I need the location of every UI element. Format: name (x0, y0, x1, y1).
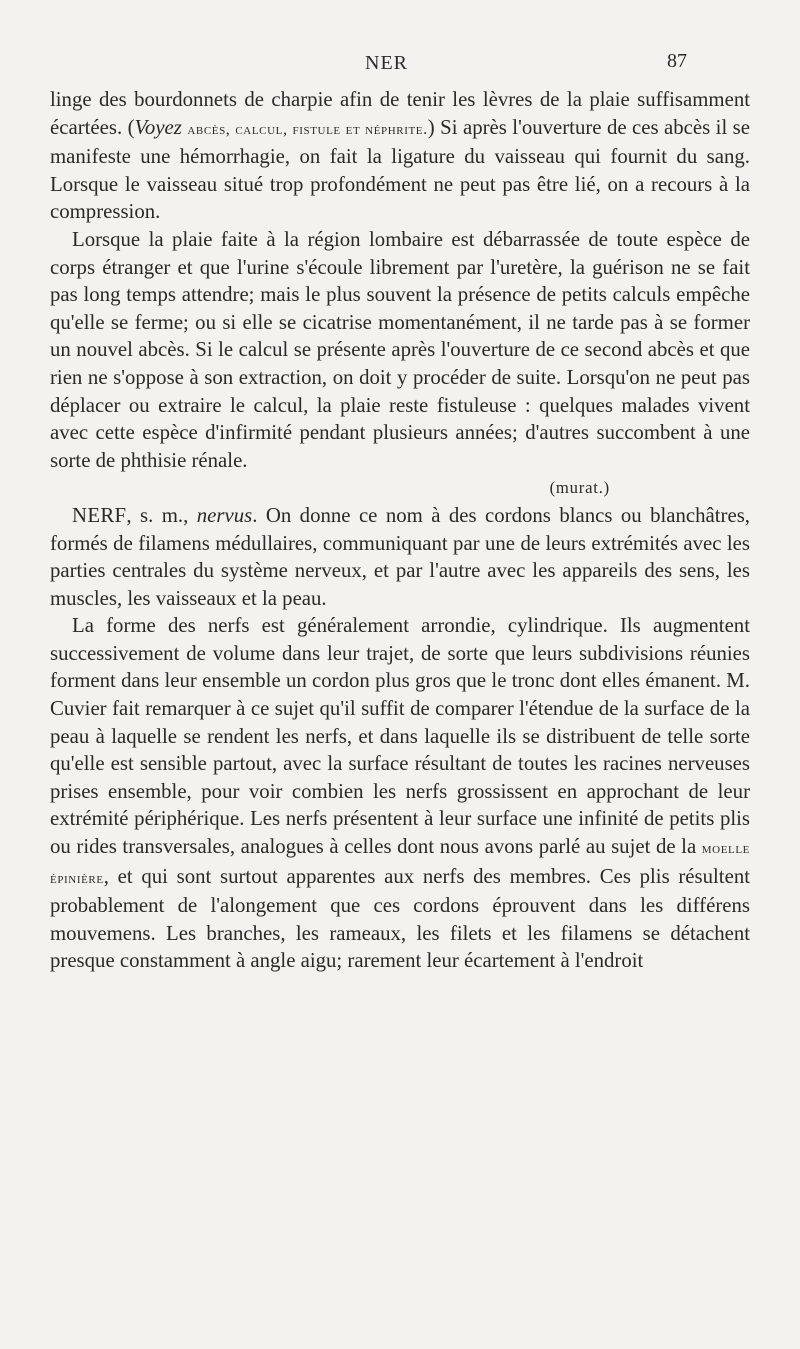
author-signature: (murat.) (549, 478, 610, 498)
entry-headword: NERF (72, 503, 127, 527)
page-number: 87 (667, 50, 687, 72)
paragraph-abscess-treatment (50, 86, 750, 226)
cross-reference-terms: abcès, calcul, fistule et néphrite. (187, 119, 428, 138)
body-text (50, 86, 750, 975)
entry-definition: . On donne ce nom à des cordons blancs ou blanchâtres, formés de filamens médullaires, communiquant par une de leurs extrémités avec les parties centrales du système nerveux, et par l'autre avec les appareils des sens, les muscles, les vaisseaux et la peau. (50, 503, 751, 610)
paragraph-text: , et qui sont surtout apparentes aux nerfs des membres. Ces plis résultent probablement de l'alongement que ces cordons éprouvent dans les différens mouvemens. Les branches, les rameaux, les filets et les filamens se détachent presque constamment à angle aigu; rarement leur écartement à l'endroit (50, 864, 750, 973)
running-title: NER (365, 52, 408, 74)
paragraph-text: La forme des nerfs est généralement arrondie, cylindrique. Ils augmentent successivement de volume dans leur trajet, de sorte que leurs subdivisions réunies forment dans leur ensemble un cordon plus gros que le tronc dont elles émanent. M. Cuvier fait remarquer à ce sujet qu'il suffit de comparer l'étendue de la surface de la peau à laquelle se rendent les nerfs, et dans laquelle ils se distribuent de telle sorte qu'elle est sensible partout, avec la surface résultant de toutes les racines nerveuses prises ensemble, pour voir combien les nerfs grossissent en approchant de leur extrémité périphérique. Les nerfs présentent à leur surface une infinité de petits plis ou rides transversales, analogues à celles dont nous avons parlé au sujet de la (50, 614, 750, 859)
paragraph-text: ) Si après l'ouverture de ces abcès il se manifeste une hémorrhagie, on fait la ligature du vaisseau qui fournit du sang. Lorsque le vaisseau situé trop profondément ne peut pas être lié, on a recours à la compression. (50, 115, 750, 224)
paragraph-text: linge des bourdonnets de charpie afin de tenir les lèvres de la plaie suffisamment écartées. ( (50, 88, 750, 139)
dictionary-entry-nerf (50, 502, 750, 612)
paragraph-nerve-form (50, 612, 750, 975)
entry-latin-term: nervus (196, 503, 253, 527)
cross-reference-label: Voyez (134, 115, 182, 139)
page-header (0, 44, 800, 78)
cross-reference-term: moelle épinière (50, 839, 750, 887)
paragraph-lumbar-wound: Lorsque la plaie faite à la région lombaire est débarrassée de toute espèce de corps étranger et que l'urine s'écoule librement par l'uretère, la guérison ne se fait pas long temps attendre; mais le plus souvent la présence de petits calculs empêche qu'elle se ferme; ou si elle se cicatrise momentanément, il ne tarde pas à se former un nouvel abcès. Si le calcul se présente après l'ouverture de ce second abcès et que rien ne s'oppose à son extraction, on doit y procéder de suite. Lorsqu'on ne peut pas déplacer ou extraire le calcul, la plaie reste fistuleuse : quelques malades vivent avec cette espèce d'infirmité pendant plusieurs années; d'autres succombent à une sorte de phthisie rénale. (50, 227, 750, 472)
entry-grammar: , s. m., (126, 503, 197, 527)
